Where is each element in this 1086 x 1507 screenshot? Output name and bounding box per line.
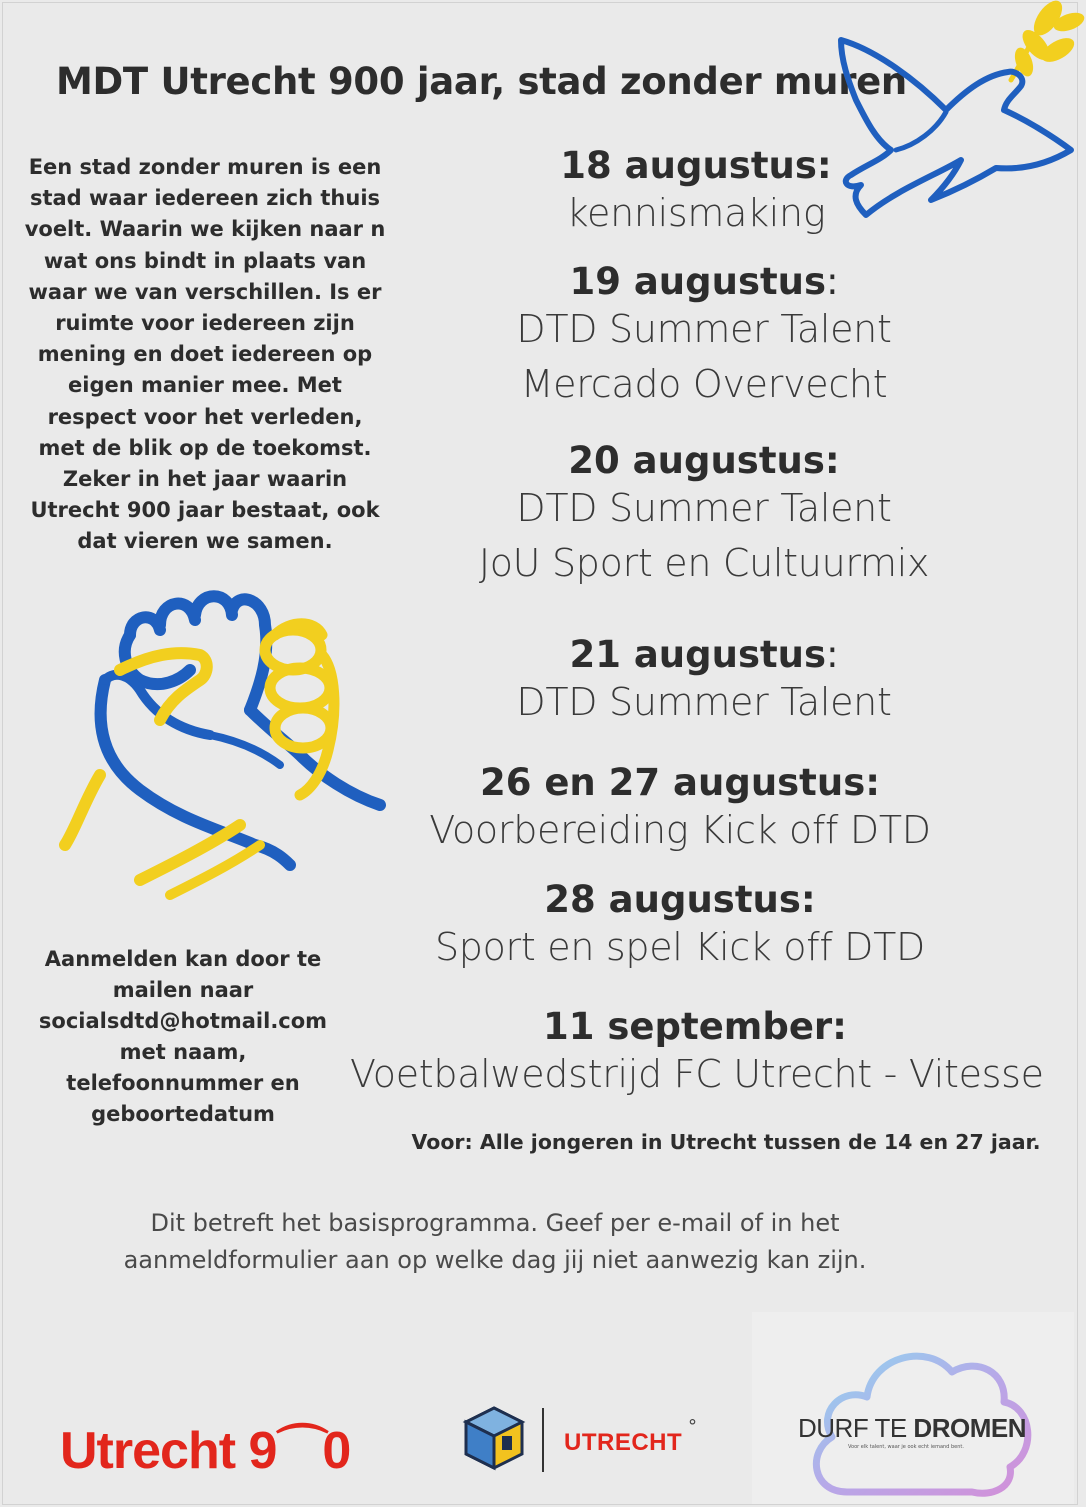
- schedule-desc: Sport en spel Kick off DTD: [434, 925, 926, 969]
- schedule-desc: Mercado Overvecht: [520, 362, 888, 406]
- cloud-icon: [752, 1312, 1074, 1504]
- schedule-item: [356, 146, 1036, 241]
- signup-line: Aanmelden kan door te: [44, 947, 322, 971]
- utrecht-900-tail: 0: [322, 1422, 351, 1480]
- schedule-colon: :: [826, 260, 839, 303]
- utrecht-cube-icon: [462, 1404, 526, 1474]
- schedule-item: [364, 262, 1044, 412]
- schedule-date: 28 augustus:: [544, 878, 816, 921]
- signup-line: met naam,: [119, 1040, 247, 1064]
- schedule-desc: JoU Sport en Cultuurmix: [478, 541, 930, 585]
- schedule-desc: DTD Summer Talent: [516, 486, 892, 530]
- schedule-item: [340, 763, 1020, 858]
- page-title: MDT Utrecht 900 jaar, stad zonder muren: [56, 60, 907, 103]
- signup-line: mailen naar: [112, 978, 254, 1002]
- logo-separator: [542, 1408, 544, 1472]
- signup-line: telefoonnummer en: [66, 1071, 300, 1095]
- utrecht-wordmark: UTRECHT: [564, 1429, 683, 1456]
- schedule-item: [364, 635, 1044, 730]
- utrecht-degree: °: [688, 1416, 697, 1437]
- utrecht-900-text: Utrecht 9: [60, 1422, 277, 1480]
- dtd-wordmark: [798, 1413, 1026, 1444]
- schedule-desc: DTD Summer Talent: [516, 307, 892, 351]
- schedule-item: [364, 441, 1044, 591]
- schedule-date: 11 september:: [543, 1005, 847, 1048]
- target-audience: Voor: Alle jongeren in Utrecht tussen de 14 en 27 jaar.: [411, 1130, 1041, 1154]
- schedule-item: [350, 1005, 1044, 1102]
- footnote-line: Dit betreft het basisprogramma. Geef per e-mail of in het: [150, 1209, 840, 1237]
- schedule-date: 26 en 27 augustus:: [479, 761, 881, 804]
- durf-te-dromen-logo: [752, 1312, 1074, 1504]
- schedule-desc: kennismaking: [566, 191, 826, 235]
- dtd-word-1: DURF TE: [798, 1413, 914, 1443]
- dtd-tagline: Voor elk talent, waar je ook echt iemand bent.: [848, 1444, 964, 1450]
- signup-info: [30, 944, 336, 1130]
- schedule-item: [340, 880, 1020, 975]
- schedule-date: 18 augustus:: [560, 144, 832, 187]
- utrecht-brand-logo: [462, 1402, 712, 1478]
- schedule-desc: Voetbalwedstrijd FC Utrecht - Vitesse: [350, 1052, 1044, 1096]
- schedule-date: 21 augustus: [569, 633, 827, 676]
- signup-email-link[interactable]: socialsdtd@hotmail.com: [38, 1009, 328, 1033]
- signup-line: geboortedatum: [91, 1102, 275, 1126]
- footnote-line: aanmeldformulier aan op welke dag jij niet aanwezig kan zijn.: [123, 1246, 867, 1274]
- schedule-date: 19 augustus: [569, 260, 827, 303]
- schedule-colon: :: [826, 633, 839, 676]
- schedule-desc: Voorbereiding Kick off DTD: [429, 808, 931, 852]
- footnote: [100, 1205, 890, 1279]
- intro-text: Een stad zonder muren is een stad waar iedereen zich thuis voelt. Waarin we kijken naar n wat ons bindt in plaats van waar we van verschillen. Is er ruimte voor iedereen zijn mening en doet iedereen op eigen manier mee. Met respect voor het verleden, met de blik op de toekomst. Zeker in het jaar waarin Utrecht 900 jaar bestaat, ook dat vieren we samen.: [24, 155, 386, 554]
- utrecht-900-arc: ⌒: [276, 1422, 323, 1480]
- dtd-word-2: DROMEN: [913, 1413, 1026, 1443]
- schedule-date: 20 augustus:: [568, 439, 840, 482]
- schedule-desc: DTD Summer Talent: [516, 680, 892, 724]
- utrecht-900-logo: [60, 1408, 350, 1483]
